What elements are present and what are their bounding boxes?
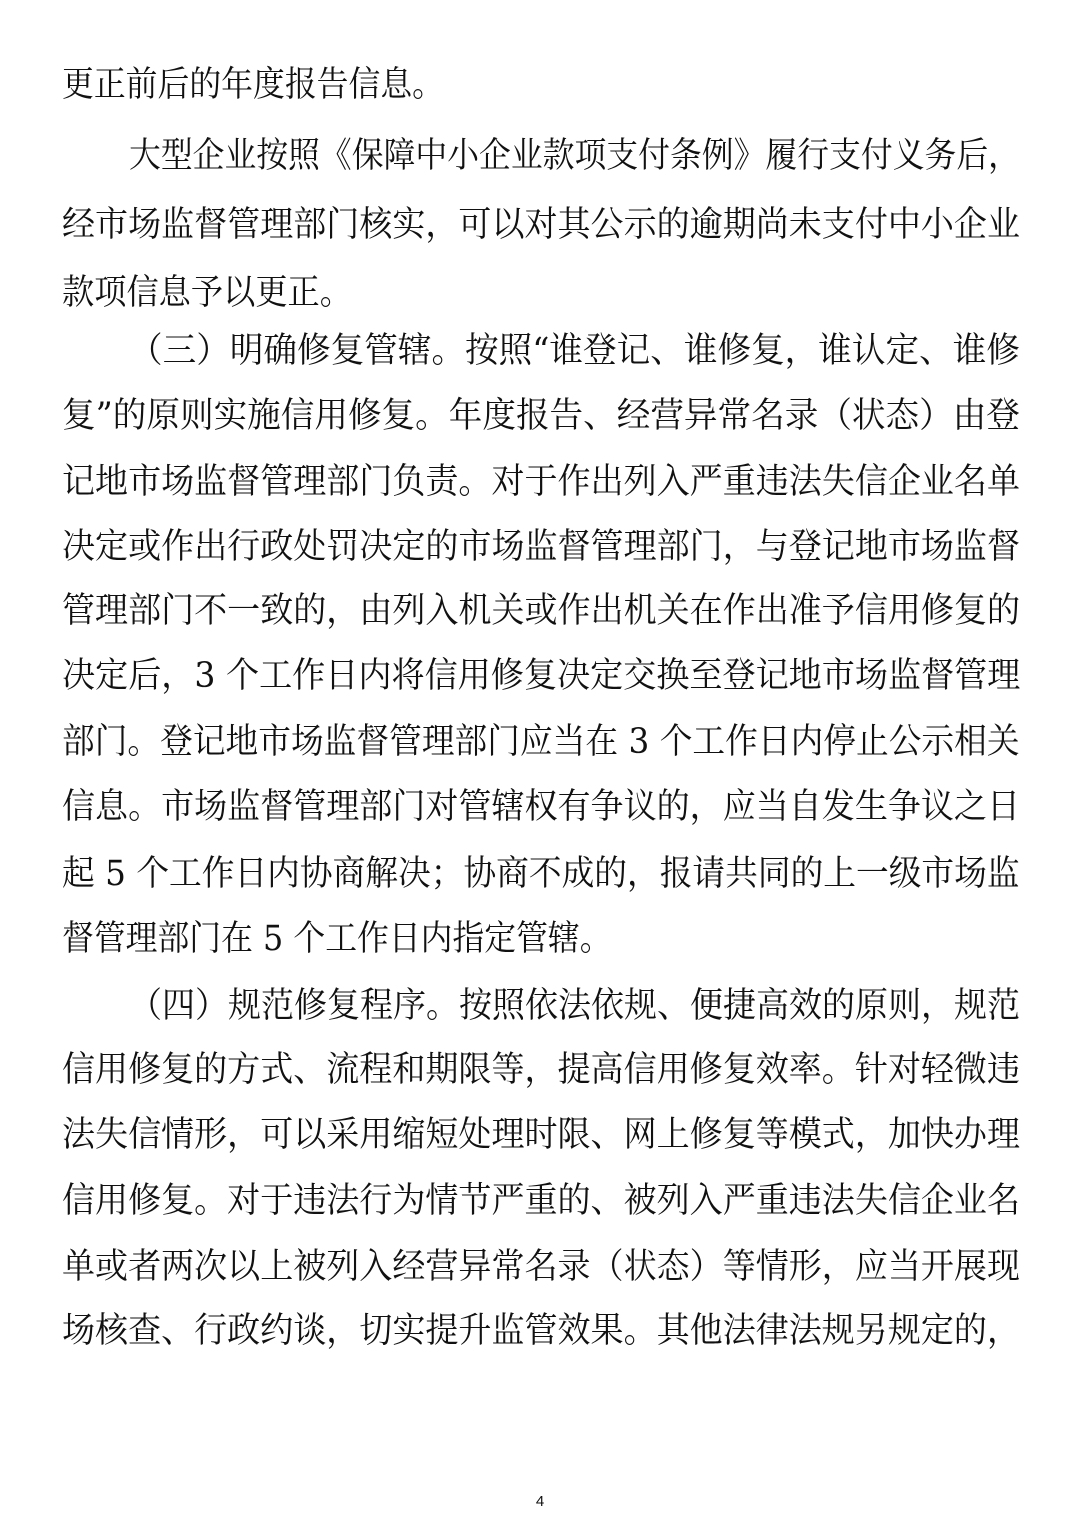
text-line	[0, 192, 1080, 258]
text-line	[0, 1037, 1080, 1103]
text-line-content: 复”的原则实施信用修复。年度报告、经营异常名录（状态）由登	[62, 396, 1020, 436]
text-line-content: 信用修复的方式、流程和期限等，提高信用修复效率。针对轻微违	[62, 1050, 1021, 1090]
text-line	[0, 643, 1080, 709]
text-line	[0, 774, 1080, 840]
text-line-content: 大型企业按照《保障中小企业款项支付条例》履行支付义务后，	[129, 136, 1021, 176]
text-line	[0, 1234, 1080, 1300]
text-line-content: 信息。市场监督管理部门对管辖权有争议的，应当自发生争议之日	[62, 787, 1021, 827]
text-line-content: 信用修复。对于违法行为情节严重的、被列入严重违法失信企业名	[62, 1181, 1021, 1221]
text-line-content: 记地市场监督管理部门负责。对于作出列入严重违法失信企业名单	[62, 462, 1021, 502]
text-line-content: 款项信息予以更正。	[62, 273, 353, 313]
text-line-content: 督管理部门在 5 个工作日内指定管辖。	[62, 919, 612, 959]
text-line	[0, 514, 1080, 580]
text-line	[0, 1102, 1080, 1168]
text-line-content: 起 5 个工作日内协商解决；协商不成的，报请共同的上一级市场监	[62, 854, 1020, 894]
text-line	[0, 973, 1080, 1039]
text-line	[0, 260, 1080, 326]
text-line	[0, 1298, 1080, 1364]
text-line-content: 单或者两次以上被列入经营异常名录（状态）等情形，应当开展现	[62, 1247, 1021, 1287]
text-line-content: 场核查、行政约谈，切实提升监管效果。其他法律法规另规定的，	[62, 1311, 1021, 1351]
text-line-content: 经市场监督管理部门核实，可以对其公示的逾期尚未支付中小企业	[62, 205, 1021, 245]
text-line-content: 法失信情形，可以采用缩短处理时限、网上修复等模式，加快办理	[62, 1115, 1021, 1155]
text-line-content: （四）规范修复程序。按照依法依规、便捷高效的原则，规范	[129, 986, 1021, 1026]
text-line	[0, 52, 1080, 118]
text-line	[0, 841, 1080, 907]
text-line	[0, 578, 1080, 644]
text-line	[0, 449, 1080, 515]
text-line	[0, 318, 1080, 384]
text-line-content: 更正前后的年度报告信息。	[62, 65, 445, 105]
text-line-content: 部门。登记地市场监督管理部门应当在 3 个工作日内停止公示相关	[62, 722, 1020, 762]
text-line	[0, 906, 1080, 972]
text-line	[0, 123, 1080, 189]
text-line-content: （三）明确修复管辖。按照“谁登记、谁修复，谁认定、谁修	[129, 331, 1020, 371]
text-line-content: 决定后，3 个工作日内将信用修复决定交换至登记地市场监督管理	[62, 656, 1021, 696]
text-line-content: 决定或作出行政处罚决定的市场监督管理部门，与登记地市场监督	[62, 527, 1021, 567]
text-line	[0, 709, 1080, 775]
text-line-content: 管理部门不一致的，由列入机关或作出机关在作出准予信用修复的	[62, 591, 1021, 631]
text-line	[0, 1168, 1080, 1234]
page-number: 4	[535, 1493, 545, 1510]
text-line	[0, 383, 1080, 449]
